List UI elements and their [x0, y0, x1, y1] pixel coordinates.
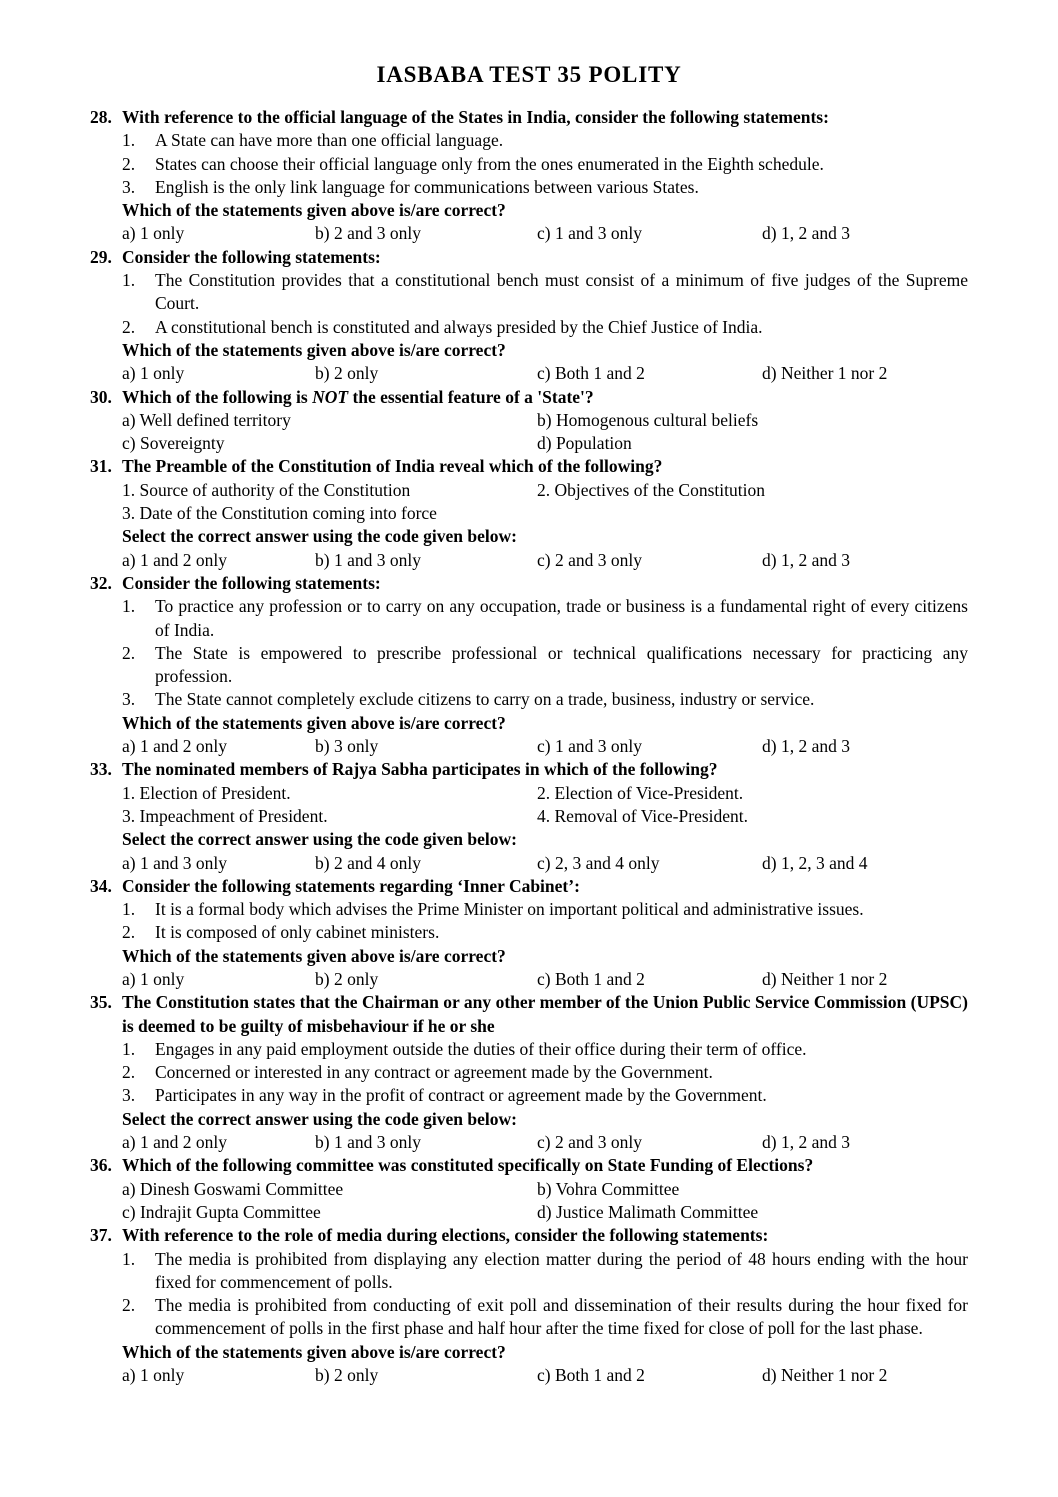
question [90, 758, 968, 874]
question-body [122, 1224, 968, 1387]
question-number: 31. [90, 456, 112, 477]
option: c) 2 and 3 only [537, 549, 642, 570]
question-prompt: Which of the statements given above is/are correct? [122, 1341, 506, 1362]
option: b) 1 and 3 only [315, 1132, 421, 1153]
options-row [122, 1178, 968, 1225]
page-title: IASBABA TEST 35 POLITY [376, 62, 682, 87]
option: d) Justice Malimath Committee [537, 1201, 759, 1222]
option: c) 1 and 3 only [537, 223, 642, 244]
statement-text: To practice any profession or to carry on any occupation, trade or business is a fundamental right of every citizens of India. [155, 596, 968, 640]
list-item: 3. Date of the Constitution coming into force [122, 503, 437, 524]
statement-number: 2. [122, 1295, 136, 1316]
question [90, 455, 968, 571]
option: b) 2 and 4 only [315, 852, 421, 873]
statement [122, 1061, 968, 1084]
statement-text: The media is prohibited from displaying any election matter during the period of 48 hours ending with the hour fixed for commencement of polls. [155, 1248, 968, 1292]
option: a) Dinesh Goswami Committee [122, 1178, 344, 1199]
question-number: 36. [90, 1155, 112, 1176]
question-body [122, 1154, 968, 1224]
question-number: 34. [90, 875, 112, 896]
option: c) Sovereignty [122, 433, 225, 454]
stem-segment: Consider the following statements regarding ‘Inner Cabinet’: [122, 875, 580, 896]
statement [122, 153, 968, 176]
option: d) Population [537, 433, 632, 454]
option: c) Both 1 and 2 [537, 968, 645, 989]
statement-number: 3. [122, 176, 136, 197]
options-row [122, 409, 968, 456]
option: a) 1 and 3 only [122, 852, 227, 873]
list-item: 4. Removal of Vice-President. [537, 805, 749, 826]
question-prompt: Which of the statements given above is/are correct? [122, 339, 506, 360]
question-prompt: Which of the statements given above is/are correct? [122, 200, 506, 221]
statement [122, 1038, 968, 1061]
option: d) Neither 1 nor 2 [762, 1365, 888, 1386]
stem-segment: The Constitution states that the Chairman or any other member of the Union Public Service Commission (UPSC) is deemed to be guilty of misbehaviour if he or she [122, 992, 968, 1036]
list-item: 3. Impeachment of President. [122, 805, 328, 826]
question-prompt: Which of the statements given above is/are correct? [122, 712, 506, 733]
statement [122, 642, 968, 689]
option: b) Homogenous cultural beliefs [537, 409, 759, 430]
question-body [122, 758, 968, 874]
options-row [122, 968, 968, 991]
statement [122, 898, 968, 921]
option: b) Vohra Committee [537, 1178, 680, 1199]
statement-text: Participates in any way in the profit of contract or agreement made by the Government. [155, 1085, 767, 1106]
statement-number: 2. [122, 642, 136, 663]
question-body [122, 106, 968, 246]
question-number: 32. [90, 572, 112, 593]
option: d) 1, 2 and 3 [762, 736, 850, 757]
question-body [122, 386, 968, 456]
item-list [122, 479, 968, 526]
question-prompt: Select the correct answer using the code given below: [122, 829, 517, 850]
option: c) 1 and 3 only [537, 736, 642, 757]
option: b) 2 only [315, 968, 379, 989]
statement-number: 3. [122, 1085, 136, 1106]
list-item: 2. Election of Vice-President. [537, 782, 744, 803]
option: a) 1 only [122, 223, 185, 244]
question-body [122, 875, 968, 991]
statement-text: The State is empowered to prescribe professional or technical qualifications necessary for practicing any profession. [155, 642, 968, 687]
statement-text: Concerned or interested in any contract or agreement made by the Government. [155, 1062, 713, 1083]
question-stem [122, 572, 968, 595]
statement [122, 1084, 968, 1107]
question-stem [122, 1224, 968, 1247]
stem-segment: With reference to the role of media during elections, consider the following statements: [122, 1225, 769, 1246]
statement-number: 2. [122, 153, 136, 174]
statement-text: Engages in any paid employment outside the duties of their office during their term of office. [155, 1038, 807, 1059]
option: c) Both 1 and 2 [537, 1365, 645, 1386]
option: d) Neither 1 nor 2 [762, 968, 888, 989]
question-stem [122, 106, 968, 129]
stem-segment: Consider the following statements: [122, 572, 381, 593]
option: a) Well defined territory [122, 409, 291, 430]
question-number: 37. [90, 1225, 112, 1246]
statement-number: 1. [122, 270, 136, 291]
statement-text: The State cannot completely exclude citizens to carry on a trade, business, industry or service. [155, 689, 815, 710]
list-item: 2. Objectives of the Constitution [537, 479, 765, 500]
stem-segment: Which of the following is [122, 386, 313, 407]
question-number: 29. [90, 246, 112, 267]
option: a) 1 only [122, 363, 185, 384]
statement-text: A State can have more than one official language. [155, 130, 504, 151]
stem-segment: With reference to the official language of the States in India, consider the following statements: [122, 107, 829, 127]
statement-text: States can choose their official language only from the ones enumerated in the Eighth schedule. [155, 153, 824, 174]
question-stem [122, 758, 968, 781]
option: d) 1, 2 and 3 [762, 1132, 850, 1153]
option: a) 1 and 2 only [122, 549, 227, 570]
question-body [122, 572, 968, 758]
question-stem [122, 1154, 968, 1177]
statement-text: The Constitution provides that a constitutional bench must consist of a minimum of five judges of the Supreme Court. [155, 270, 968, 314]
question-body [122, 455, 968, 571]
question-stem [122, 246, 968, 269]
option: c) 2, 3 and 4 only [537, 852, 660, 873]
options-row [122, 549, 968, 572]
question-prompt: Select the correct answer using the code given below: [122, 1108, 517, 1129]
question-stem [122, 386, 968, 409]
option: b) 2 only [315, 1365, 379, 1386]
statement-number: 2. [122, 1062, 136, 1083]
question [90, 1154, 968, 1224]
question [90, 991, 968, 1154]
question-list [90, 106, 968, 1387]
question-body [122, 246, 968, 386]
question-prompt: Select the correct answer using the code given below: [122, 526, 517, 547]
question [90, 246, 968, 386]
question-prompt: Which of the statements given above is/are correct? [122, 945, 506, 966]
stem-segment: the essential feature of a 'State'? [348, 386, 594, 407]
stem-italic-segment: NOT [312, 386, 349, 407]
option: a) 1 and 2 only [122, 1132, 227, 1153]
option: d) 1, 2 and 3 [762, 549, 850, 570]
options-row [122, 362, 968, 385]
statement-number: 2. [122, 922, 136, 943]
question-stem [122, 991, 968, 1038]
question-body [122, 991, 968, 1154]
question [90, 572, 968, 758]
option: c) Both 1 and 2 [537, 363, 645, 384]
statement-number: 2. [122, 316, 136, 337]
statement-text: The media is prohibited from conducting of exit poll and dissemination of their results during the hour fixed for commencement of polls in the first phase and half hour after the time fixed for close of poll for the last phase. [155, 1295, 968, 1339]
statement-number: 1. [122, 1038, 136, 1059]
option: c) 2 and 3 only [537, 1132, 642, 1153]
option: a) 1 only [122, 1365, 185, 1386]
statement-text: English is the only link language for communications between various States. [155, 176, 699, 197]
statement-text: It is composed of only cabinet ministers. [155, 922, 440, 943]
option: d) 1, 2, 3 and 4 [762, 852, 868, 873]
statement-number: 3. [122, 689, 136, 710]
question [90, 106, 968, 246]
statement [122, 1248, 968, 1295]
statement-number: 1. [122, 596, 136, 617]
option: a) 1 only [122, 968, 185, 989]
options-row [122, 1364, 968, 1387]
question [90, 1224, 968, 1387]
list-item: 1. Election of President. [122, 782, 291, 803]
question-number: 35. [90, 992, 112, 1013]
option: d) Neither 1 nor 2 [762, 363, 888, 384]
statement-text: It is a formal body which advises the Prime Minister on important political and administrative issues. [155, 899, 864, 920]
option: c) Indrajit Gupta Committee [122, 1201, 321, 1222]
options-row [122, 1131, 968, 1154]
option: b) 2 and 3 only [315, 223, 421, 244]
option: d) 1, 2 and 3 [762, 223, 850, 244]
statement [122, 269, 968, 316]
statement-number: 1. [122, 899, 136, 920]
question-stem [122, 455, 968, 478]
statement [122, 921, 968, 944]
question [90, 875, 968, 991]
stem-segment: Which of the following committee was constituted specifically on State Funding of Elections? [122, 1155, 814, 1176]
options-row [122, 852, 968, 875]
statement-number: 1. [122, 1248, 136, 1269]
statement [122, 688, 968, 711]
statement [122, 129, 968, 152]
option: b) 1 and 3 only [315, 549, 421, 570]
statement [122, 595, 968, 642]
stem-segment: Consider the following statements: [122, 246, 381, 267]
options-row [122, 735, 968, 758]
option: b) 3 only [315, 736, 379, 757]
option: b) 2 only [315, 363, 379, 384]
list-item: 1. Source of authority of the Constitution [122, 479, 411, 500]
stem-segment: The Preamble of the Constitution of India reveal which of the following? [122, 456, 663, 477]
statement [122, 1294, 968, 1341]
stem-segment: The nominated members of Rajya Sabha participates in which of the following? [122, 759, 718, 780]
question [90, 386, 968, 456]
option: a) 1 and 2 only [122, 736, 227, 757]
statement [122, 176, 968, 199]
statement [122, 316, 968, 339]
options-row [122, 222, 968, 245]
question-stem [122, 875, 968, 898]
question-number: 30. [90, 386, 112, 407]
question-number: 28. [90, 107, 112, 127]
statement-text: A constitutional bench is constituted and always presided by the Chief Justice of India. [155, 316, 763, 337]
question-number: 33. [90, 759, 112, 780]
item-list [122, 782, 968, 829]
statement-number: 1. [122, 130, 136, 151]
